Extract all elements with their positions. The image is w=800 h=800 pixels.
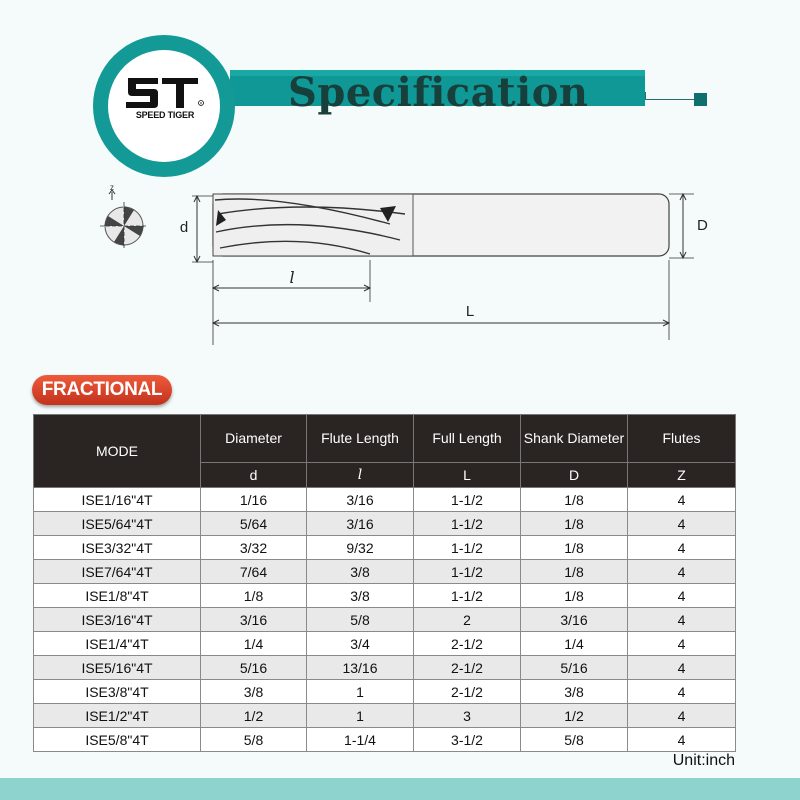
end-mill-body bbox=[213, 194, 669, 256]
cell-full-length: 1-1/2 bbox=[414, 584, 521, 608]
cell-diameter: 1/8 bbox=[201, 584, 307, 608]
cell-flute-length: 9/32 bbox=[307, 536, 414, 560]
cell-diameter: 5/64 bbox=[201, 512, 307, 536]
header-connector-tick bbox=[645, 92, 646, 100]
cell-model: ISE5/64"4T bbox=[34, 512, 201, 536]
cell-model: ISE3/8"4T bbox=[34, 680, 201, 704]
table-row bbox=[34, 512, 736, 536]
cell-flutes: 4 bbox=[628, 536, 736, 560]
cell-full-length: 1-1/2 bbox=[414, 488, 521, 512]
cell-flute-length: 5/8 bbox=[307, 608, 414, 632]
table-row bbox=[34, 608, 736, 632]
cell-flutes: 4 bbox=[628, 728, 736, 752]
page-title: Specification bbox=[288, 69, 589, 116]
symbol-l: l bbox=[307, 463, 414, 488]
cell-full-length: 2-1/2 bbox=[414, 656, 521, 680]
cell-model: ISE5/16"4T bbox=[34, 656, 201, 680]
cell-shank-diameter: 1/8 bbox=[521, 536, 628, 560]
cell-shank-diameter: 1/8 bbox=[521, 512, 628, 536]
cell-flute-length: 3/8 bbox=[307, 584, 414, 608]
cell-flute-length: 3/16 bbox=[307, 512, 414, 536]
cell-flute-length: 3/4 bbox=[307, 632, 414, 656]
table-row bbox=[34, 728, 736, 752]
cell-flutes: 4 bbox=[628, 512, 736, 536]
cell-flutes: 4 bbox=[628, 680, 736, 704]
header-full-length: Full Length bbox=[414, 415, 521, 463]
cell-flute-length: 3/8 bbox=[307, 560, 414, 584]
cell-flutes: 4 bbox=[628, 704, 736, 728]
spec-table bbox=[33, 414, 736, 752]
fractional-badge-label: FRACTIONAL bbox=[41, 379, 163, 400]
cell-shank-diameter: 1/8 bbox=[521, 488, 628, 512]
cell-model: ISE1/2"4T bbox=[34, 704, 201, 728]
symbol-Z: Z bbox=[628, 463, 736, 488]
cell-full-length: 3 bbox=[414, 704, 521, 728]
cell-flute-length: 1-1/4 bbox=[307, 728, 414, 752]
cell-shank-diameter: 1/4 bbox=[521, 632, 628, 656]
label-z: z bbox=[110, 183, 114, 192]
header-mode: MODE bbox=[34, 415, 201, 488]
cell-full-length: 2-1/2 bbox=[414, 680, 521, 704]
fractional-badge bbox=[32, 375, 172, 405]
cell-shank-diameter: 3/16 bbox=[521, 608, 628, 632]
label-d: d bbox=[179, 219, 189, 236]
cell-model: ISE1/8"4T bbox=[34, 584, 201, 608]
cell-diameter: 1/2 bbox=[201, 704, 307, 728]
cell-shank-diameter: 3/8 bbox=[521, 680, 628, 704]
cell-flutes: 4 bbox=[628, 584, 736, 608]
cell-shank-diameter: 5/16 bbox=[521, 656, 628, 680]
cell-diameter: 5/8 bbox=[201, 728, 307, 752]
table-row bbox=[34, 704, 736, 728]
cell-full-length: 1-1/2 bbox=[414, 560, 521, 584]
cell-flutes: 4 bbox=[628, 560, 736, 584]
brand-name: SPEED TIGER bbox=[135, 110, 195, 120]
end-view-icon bbox=[100, 183, 148, 250]
cell-diameter: 3/8 bbox=[201, 680, 307, 704]
header-diameter: Diameter bbox=[201, 415, 307, 463]
cell-diameter: 3/16 bbox=[201, 608, 307, 632]
cell-model: ISE5/8"4T bbox=[34, 728, 201, 752]
header-connector-line bbox=[645, 99, 700, 100]
cell-model: ISE7/64"4T bbox=[34, 560, 201, 584]
cell-flutes: 4 bbox=[628, 488, 736, 512]
cell-full-length: 2 bbox=[414, 608, 521, 632]
cell-full-length: 1-1/2 bbox=[414, 512, 521, 536]
cell-full-length: 3-1/2 bbox=[414, 728, 521, 752]
table-row bbox=[34, 560, 736, 584]
cell-shank-diameter: 1/2 bbox=[521, 704, 628, 728]
label-L: L bbox=[465, 303, 475, 320]
cell-shank-diameter: 1/8 bbox=[521, 584, 628, 608]
cell-flute-length: 1 bbox=[307, 704, 414, 728]
cell-model: ISE3/32"4T bbox=[34, 536, 201, 560]
cell-diameter: 5/16 bbox=[201, 656, 307, 680]
cell-flute-length: 3/16 bbox=[307, 488, 414, 512]
cell-flute-length: 13/16 bbox=[307, 656, 414, 680]
header-flute-length: Flute Length bbox=[307, 415, 414, 463]
cell-full-length: 1-1/2 bbox=[414, 536, 521, 560]
symbol-D: D bbox=[521, 463, 628, 488]
end-mill-drawing bbox=[0, 180, 800, 350]
label-l: l bbox=[289, 268, 295, 287]
footer-band bbox=[0, 778, 800, 800]
cell-model: ISE1/16"4T bbox=[34, 488, 201, 512]
svg-text:R: R bbox=[199, 101, 203, 106]
cell-shank-diameter: 5/8 bbox=[521, 728, 628, 752]
table-row bbox=[34, 680, 736, 704]
table-header-row bbox=[34, 415, 736, 463]
cell-diameter: 7/64 bbox=[201, 560, 307, 584]
cell-diameter: 3/32 bbox=[201, 536, 307, 560]
cell-diameter: 1/4 bbox=[201, 632, 307, 656]
cell-flutes: 4 bbox=[628, 608, 736, 632]
speed-tiger-logo-icon bbox=[124, 72, 204, 112]
symbol-d: d bbox=[201, 463, 307, 488]
cell-flutes: 4 bbox=[628, 656, 736, 680]
cell-full-length: 2-1/2 bbox=[414, 632, 521, 656]
unit-label: Unit:inch bbox=[672, 752, 735, 769]
table-row bbox=[34, 632, 736, 656]
table-row bbox=[34, 656, 736, 680]
cell-model: ISE1/4"4T bbox=[34, 632, 201, 656]
table-row bbox=[34, 488, 736, 512]
cell-diameter: 1/16 bbox=[201, 488, 307, 512]
table-row bbox=[34, 584, 736, 608]
cell-flute-length: 1 bbox=[307, 680, 414, 704]
header-square-marker bbox=[694, 93, 707, 106]
header-shank-diameter: Shank Diameter bbox=[521, 415, 628, 463]
cell-model: ISE3/16"4T bbox=[34, 608, 201, 632]
cell-shank-diameter: 1/8 bbox=[521, 560, 628, 584]
cell-flutes: 4 bbox=[628, 632, 736, 656]
table-row bbox=[34, 536, 736, 560]
header-flutes: Flutes bbox=[628, 415, 736, 463]
symbol-L: L bbox=[414, 463, 521, 488]
label-D: D bbox=[697, 217, 708, 234]
